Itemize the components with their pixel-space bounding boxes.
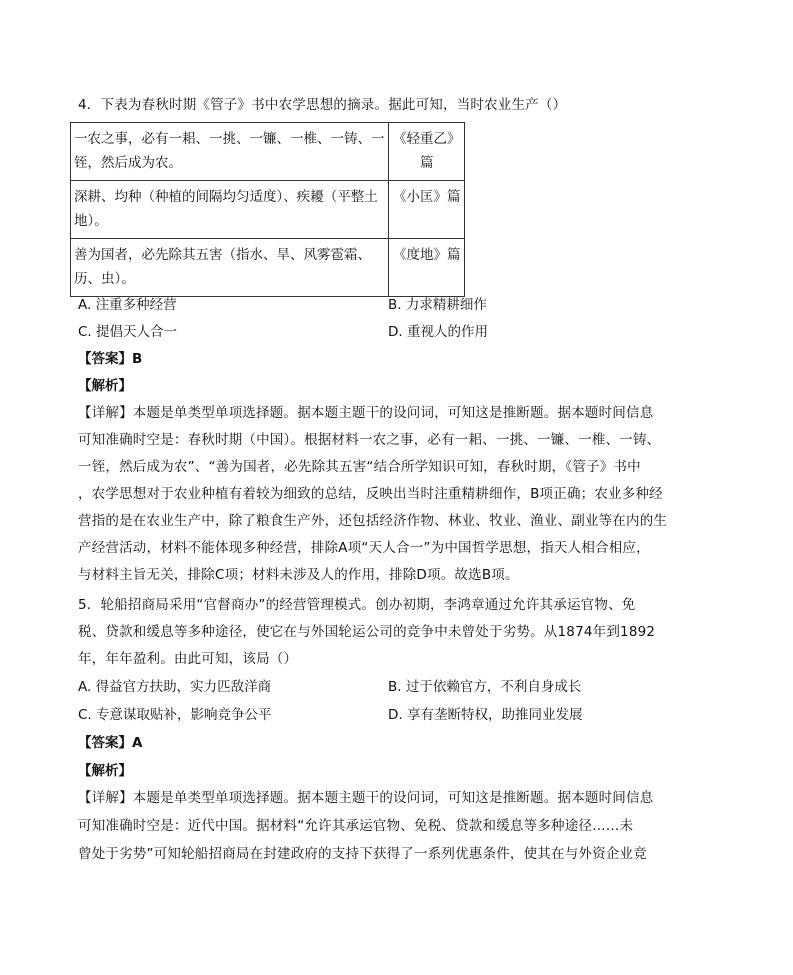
- q5-answer: 【答案】A: [78, 735, 143, 751]
- q4-analysis-line: 与材料主旨无关，排除C项；材料未涉及人的作用，排除D项。故选B项。: [78, 567, 519, 583]
- q5-option-c: C. 专意谋取贴补，影响竞争公平: [78, 707, 272, 723]
- q4-option-a: A. 注重多种经营: [78, 297, 177, 313]
- q4-analysis-line: 营指的是在农业生产中，除了粮食生产外，还包括经济作物、林业、牧业、渔业、副业等在内的生: [78, 513, 668, 529]
- q4-analysis-line: ，农学思想对于农业种植有着较为细致的总结，反映出当时注重精耕细作，B项正确；农业多种经: [78, 486, 663, 502]
- table-cell-text: 深耕、均种（种植的间隔均匀适度）、疾耰（平整土地）。: [71, 181, 389, 239]
- q4-analysis-tag: 【解析】: [78, 378, 132, 394]
- q4-analysis-line: 【详解】本题是单类型单项选择题。据本题主题干的设问词，可知这是推断题。据本题时间信息: [78, 405, 654, 421]
- q4-option-b: B. 力求精耕细作: [388, 297, 487, 313]
- q5-option-b: B. 过于依赖官方，不利自身成长: [388, 679, 582, 695]
- table-row: [71, 123, 465, 181]
- table-cell-source: 《轻重乙》篇: [388, 123, 464, 181]
- table-cell-source: 《小匡》篇: [388, 181, 464, 239]
- table-row: [71, 239, 465, 297]
- table-cell-text: 一农之事，必有一耜、一挑、一镰、一椎、一铸、一铚，然后成为农。: [71, 123, 389, 181]
- q5-analysis-tag: 【解析】: [78, 763, 132, 779]
- table-cell-text: 善为国者，必先除其五害（指水、旱、风雾雹霜、历、虫）。: [71, 239, 389, 297]
- q5-analysis-line: 可知准确时空是：近代中国。据材料“允许其承运官物、免税、贷款和缓息等多种途径……未: [78, 818, 634, 834]
- q4-analysis-line: 一铚，然后成为农”、“善为国者，必先除其五害“结合所学知识可知，春秋时期，《管子》书中: [78, 459, 641, 475]
- q5-option-a: A. 得益官方扶助，实力匹敌洋商: [78, 679, 272, 695]
- q4-analysis-line: 产经营活动，材料不能体现多种经营，排除A项“天人合一”为中国哲学思想，指天人相合相应，: [78, 540, 650, 556]
- q4-analysis-line: 可知准确时空是：春秋时期（中国）。根据材料一农之事，必有一耜、一挑、一镰、一椎、一铸、: [78, 432, 661, 448]
- q5-analysis-line: 【详解】本题是单类型单项选择题。据本题主题干的设问词，可知这是推断题。据本题时间信息: [78, 790, 654, 806]
- table-row: [71, 181, 465, 239]
- q4-source-table: [70, 122, 465, 297]
- q5-analysis-line: 曾处于劣势”可知轮船招商局在封建政府的支持下获得了一系列优惠条件，使其在与外资企业竞: [78, 846, 647, 862]
- table-cell-source: 《度地》篇: [388, 239, 464, 297]
- q5-stem-line: 税、贷款和缓息等多种途径，使它在与外国轮运公司的竞争中未曾处于劣势。从1874年到1892: [78, 624, 656, 640]
- q4-option-c: C. 提倡天人合一: [78, 324, 178, 340]
- q4-stem: 4．下表为春秋时期《管子》书中农学思想的摘录。据此可知，当时农业生产（）: [78, 97, 567, 113]
- q5-stem-line: 年，年年盈利。由此可知，该局（）: [78, 651, 298, 667]
- q5-option-d: D. 享有垄断特权，助推同业发展: [388, 707, 583, 723]
- q4-answer: 【答案】B: [78, 351, 143, 367]
- q5-stem-line: 5．轮船招商局采用“官督商办”的经营管理模式。创办初期，李鸿章通过允许其承运官物、免: [78, 597, 636, 613]
- q4-option-d: D. 重视人的作用: [388, 324, 488, 340]
